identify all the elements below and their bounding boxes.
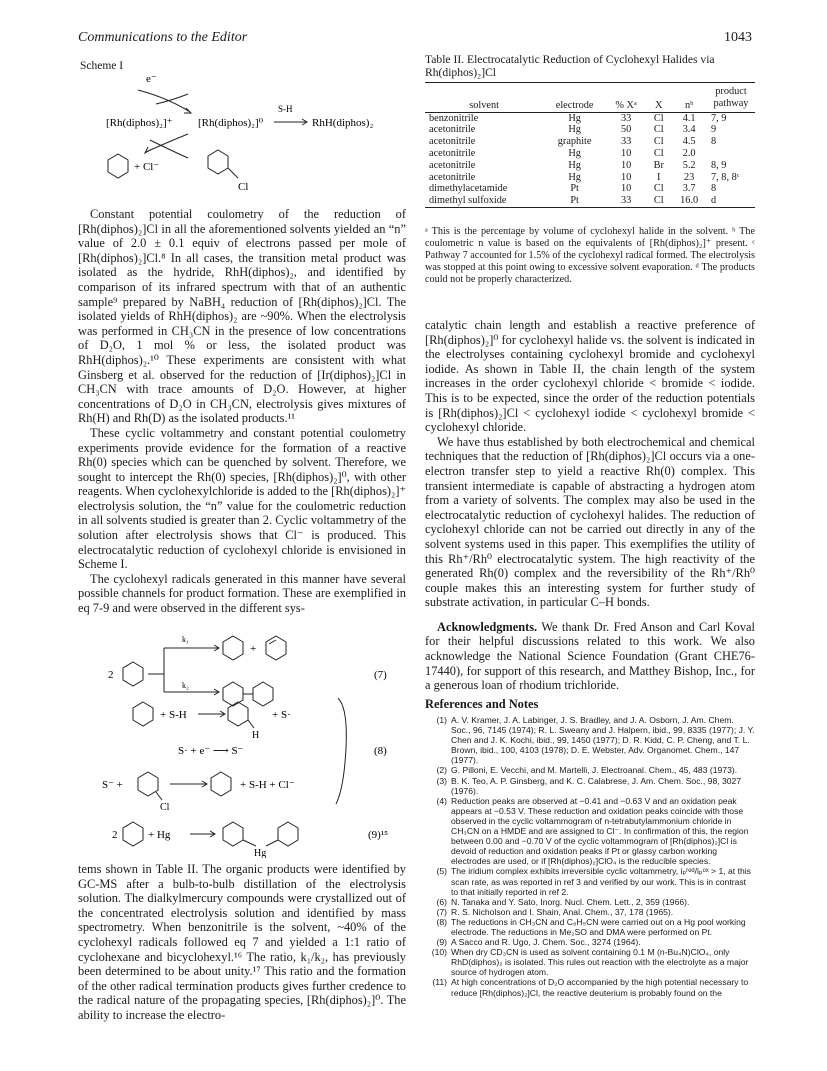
table-cell: Hg	[568, 171, 581, 183]
eq8a-product: + S·	[272, 709, 291, 721]
table-cell: Cl	[653, 183, 664, 195]
reference-number: (10)	[431, 947, 447, 958]
ack-heading: Acknowledgments.	[437, 619, 538, 634]
reference-text: Reduction peaks are observed at −0.41 and −0.63 V and an oxidation peak appears at −0.53 V. These reduction and oxidation peaks coincide with those observed in the cyclic voltammogram of n-tetrabutylammonium chloride in CH₃CN on a HMDE and are assigned to Cl⁻. In confirmation of this, the region between 0.00 and −0.70 V of the cyclic voltammogram of [Rh(diphos)₂]Cl is devoid of reduction and oxidation peaks if Pt or glassy carbon working electrodes are used, or if [Rh(diphos)₂]ClO₄ is the reducible species.	[451, 795, 749, 867]
col-header: X	[655, 99, 663, 111]
reference-number: (11)	[432, 977, 447, 988]
paragraph: tems shown in Table II. The organic products were identified by GC-MS after a bulb-to-bulb distillation of the electrolysis solution. The dialkylmercury compounds were crystallized out of the concentrated electrolysis solution and identified by mass spectrometry. When benzonitrile is the solvent, ~40% of the cyclohexyl radicals followed eq 7 and yielded a 1:1 ratio of cyclohexane and bicyclohexyl.¹⁶ The ratio, k₁/k₂, has previously been determined to be about unity.¹⁷ This ratio and the formation of the other radical termination products gives further credence to the radical nature of the propagating species, [Rh(diphos)₂]⁰. The ability to increase the electro-	[78, 862, 406, 1022]
scheme-rh-plus: [Rh(diphos)₂]⁺	[106, 117, 173, 129]
col-header: product pathway	[713, 86, 749, 109]
acknowledgments	[425, 620, 755, 693]
table-cell: 5.2	[682, 159, 696, 171]
table-cell: Cl	[653, 195, 664, 207]
table-cell: 10	[620, 183, 632, 195]
eq9-number: (9)¹⁵	[368, 829, 388, 841]
left-column-lower	[78, 862, 406, 1023]
table-row	[425, 148, 755, 160]
eq9-reagent: + Hg	[148, 829, 171, 841]
reference-item	[425, 917, 755, 937]
table-cell: dimethyl sulfoxide	[429, 195, 507, 207]
reference-item	[425, 907, 755, 917]
eq8-h: H	[252, 730, 260, 741]
reference-text: A. V. Kramer, J. A. Labinger, J. S. Bradley, and J. A. Osborn, J. Am. Chem. Soc., 96, 7145 (1974); R. L. Sweany and J. Halpern, ibid., 99, 8335 (1977); J. Y. Chen and J. K. Kochi, ibid., 99, 1450 (1977); D. R. Kidd, C. P. Cheng, and T. L. Brown, ibid., 100, 4103 (1978); D. E. Webster, Adv. Organomet. Chem., 147 (1977).	[451, 715, 755, 766]
ack-body: We thank Dr. Fred Anson and Carl Koval for their helpful discussions related to this work. We also acknowledge the National Science Foundation (Grant CHE76-17440), for support of this research, and Matthey Bishop, Inc., for a generous loan of rhodium trichloride.	[425, 619, 755, 693]
table-cell: Cl	[653, 112, 664, 124]
table-body	[425, 112, 755, 207]
reference-number: (6)	[436, 896, 447, 907]
k1-label: k₁	[182, 635, 189, 644]
running-header: Communications to the Editor	[78, 30, 248, 45]
table-cell: Cl	[653, 147, 664, 159]
table-row	[425, 195, 755, 207]
references-list	[425, 715, 755, 998]
table-cell: 3.7	[682, 183, 696, 195]
table-cell: 33	[620, 112, 632, 124]
table-cell: Pt	[570, 183, 579, 195]
table-cell: acetonitrile	[429, 159, 476, 171]
reference-number: (1)	[436, 715, 447, 725]
table-cell: 23	[684, 171, 695, 183]
table-cell: 33	[620, 195, 632, 207]
table-ii	[425, 82, 755, 208]
table-cell: 10	[620, 147, 632, 159]
reference-text: G. Pilloni, E. Vecchi, and M. Martelli, J. Electroanal. Chem., 45, 483 (1973).	[451, 765, 738, 776]
eq8-number: (8)	[374, 745, 387, 757]
paragraph: These cyclic voltammetry and constant potential coulometry experiments provide evidence for the formation of a reactive Rh(0) species which can be quenched by solvent. Therefore, we sought to intercept the Rh(0) species, [Rh(diphos)₂]⁰, with other reagents. When cyclohexylchloride is added to the [Rh(diphos)₂]⁺ electrolysis solution, the “n” value for the coulometric reduction in all solvents studied is greater than 2. Cyclic voltammetry of the solution after electrolysis shows that Cl⁻ is produced. This electrocatalytic reduction of cyclohexyl chloride is envisioned in Scheme I.	[78, 425, 406, 572]
eq9-coefficient: 2	[112, 829, 118, 841]
table-cell: acetonitrile	[429, 136, 476, 148]
table-cell: Hg	[568, 112, 581, 124]
table-cell: Hg	[568, 159, 581, 171]
scheme-rh-zero: [Rh(diphos)₂]⁰	[198, 117, 264, 129]
eq7-number: (7)	[374, 669, 387, 681]
paragraph: Constant potential coulometry of the reduction of [Rh(diphos)₂]Cl in all the aforementioned solvents yielded an “n” value of 2.0 ± 0.1 equiv of electrons passed per mole of [Rh(diphos)₂]Cl.⁸ In all cases, the transition metal product was isolated as the hydride, RhH(diphos)₂, and identified by comparison of its infrared spectrum with that of an authentic sample⁹ prepared by NaBH₄ reduction of [Rh(diphos)₂]Cl. The isolated yields of RhH(diphos)₂ are ~90%. When the electrolysis was performed in CH₃CN in the presence of low concentrations of D₂O, 1 mol % or less, the isolated product was RhH(diphos)₂.¹⁰ These experiments are consistent with what Ginsberg et al. observed for the reduction of [Ir(diphos)₂]Cl in CH₃CN with trace amounts of D₂O. However, at higher concentrations of D₂O in CH₃CN, electrolysis gives mixtures of Rh(H) and Rh(D) as the isolated products.¹¹	[78, 207, 406, 426]
reference-item	[425, 866, 755, 896]
table-cell: 7, 8, 8ᶜ	[711, 171, 740, 183]
reference-text: B. K. Teo, A. P. Ginsberg, and K. C. Calabrese, J. Am. Chem. Soc., 98, 3027 (1976).	[451, 775, 742, 796]
scheme-electron: e⁻	[146, 73, 157, 85]
scheme-sh: S-H	[278, 104, 293, 114]
col-header: electrode	[555, 99, 594, 111]
col-header: % Xᵃ	[615, 99, 637, 111]
table-cell: 10	[620, 171, 632, 183]
right-column	[425, 318, 755, 693]
eq8a-reagent: + S-H	[160, 709, 187, 721]
table-cell: acetonitrile	[429, 124, 476, 136]
reference-text: N. Tanaka and Y. Sato, Inorg. Nucl. Chem. Lett., 2, 359 (1966).	[451, 896, 690, 907]
table-cell: 4.1	[682, 112, 696, 124]
eq8-cl: Cl	[160, 802, 170, 813]
eq8c-s-minus: S⁻ +	[102, 779, 123, 791]
table-row	[425, 112, 755, 124]
table-cell: I	[657, 171, 661, 183]
scheme-hydride: RhH(diphos)₂	[312, 117, 374, 129]
reference-text: The iridium complex exhibits irreversible cyclic voltammetry, iₚʳᵉᵈ/iₚᵒˣ > 1, at this scan rate, as was reported in ref 3 and verified by our work. This is in contrast to that initially reported in ref 2.	[451, 866, 751, 897]
reference-text: A Sacco and R. Ugo, J. Chem. Soc., 3274 (1964).	[451, 937, 641, 948]
eq8c-product: + S-H + Cl⁻	[240, 779, 295, 791]
table-cell: 10	[620, 159, 632, 171]
table-cell: Hg	[568, 147, 581, 159]
reference-text: When dry CD₃CN is used as solvent containing 0.1 M (n-Bu₄N)ClO₄, only RhD(diphos)₂ is isolated. This rules out reaction with the electrolyte as a major source of hydrogen atom.	[451, 947, 749, 978]
table-cell: 8	[711, 183, 717, 195]
table-cell	[707, 148, 755, 160]
reference-item	[425, 897, 755, 907]
table-cell: 7, 9	[711, 112, 727, 124]
reference-item	[425, 796, 755, 867]
table-cell: Br	[653, 159, 664, 171]
table-cell: Hg	[568, 124, 581, 136]
scheme-cl: Cl	[238, 181, 249, 193]
table-cell: 50	[620, 124, 632, 136]
table-cell: 33	[620, 136, 632, 148]
scheme-i-diagram	[78, 70, 408, 200]
table-row	[425, 183, 755, 195]
scheme-plus-cl: + Cl⁻	[134, 161, 160, 173]
table-cell: acetonitrile	[429, 147, 476, 159]
reference-text: The reductions in CH₃CN and C₆H₅CN were carried out on a Hg pool working electrode. The reductions in Me₂SO and DMA were performed on Pt.	[451, 916, 746, 937]
references-title: References and Notes	[425, 697, 539, 711]
table-cell: 8, 9	[711, 159, 727, 171]
reference-text: At high concentrations of D₂O accompanied by the high potential necessary to reduce [Rh(diphos)₂]Cl, the reactive deuterium is probably found on the	[451, 977, 749, 998]
reference-item	[425, 765, 755, 775]
eq7-coefficient: 2	[108, 669, 114, 681]
table-cell: 16.0	[680, 195, 699, 207]
reference-number: (8)	[436, 916, 447, 927]
table-cell: 9	[711, 124, 717, 136]
scheme-label: Scheme I	[80, 60, 124, 72]
reference-number: (4)	[436, 795, 447, 806]
left-column-upper	[78, 207, 406, 616]
k2-label: k₂	[182, 681, 189, 690]
table-cell: dimethylacetamide	[429, 183, 508, 195]
table-cell: Cl	[653, 136, 664, 148]
table-cell: Cl	[653, 124, 664, 136]
page-number: 1043	[724, 30, 752, 45]
table-cell: d	[711, 195, 717, 207]
data-table	[425, 82, 755, 208]
reference-number: (2)	[436, 765, 447, 776]
eq9-hg: Hg	[254, 848, 267, 858]
table-cell: 8	[711, 136, 717, 148]
table-cell: benzonitrile	[429, 112, 479, 124]
paragraph: The cyclohexyl radicals generated in this manner have several possible channels for product formation. These are exemplified in eq 7-9 and were observed in the different sys-	[78, 571, 406, 616]
table-row	[425, 160, 755, 172]
table-title: Table II. Electrocatalytic Reduction of Cyclohexyl Halides via Rh(diphos)₂]Cl	[425, 53, 715, 79]
eq8b: S· + e⁻ ⟶ S⁻	[178, 745, 244, 757]
equations-7-9	[78, 628, 408, 858]
paragraph: catalytic chain length and establish a reactive preference of [Rh(diphos)₂]⁰ for cyclohexyl halide vs. the solvent is indicated in the electrolyses containing cyclohexyl bromide and cyclohexyl iodide. As shown in Table II, the chain length of the system increases in the order cyclohexyl chloride < bromide < iodide. This is to be expected, since the order of the reduction potentials is [Rh(diphos)₂]Cl < cyclohexyl iodide < cyclohexyl bromide < cyclohexyl chloride.	[425, 318, 755, 435]
table-cell: Pt	[570, 195, 579, 207]
paragraph: We have thus established by both electrochemical and chemical techniques that the reduction of [Rh(diphos)₂]Cl occurs via a one-electron transfer step to yield a reactive Rh(0) complex. This transient intermediate is capable of abstracting a hydrogen atom from a variety of solvents. The complex may also be used in the electrocatalytic reduction of cyclohexyl halides. The reduction of cyclohexyl chloride can not be carried out directly in any of the solvent systems used in this paper. This exemplifies the utility of this Rh⁺/Rh⁰ electrocatalytic system. The high reactivity of the generated Rh(0) complex and the reversibility of the Rh⁺/Rh⁰ couple makes this an interesting system for further study of substrate activation, in particular C–H bonds.	[425, 434, 755, 610]
reference-number: (9)	[436, 937, 447, 948]
reference-number: (7)	[436, 906, 447, 917]
table-footnote: ᵃ This is the percentage by volume of cyclohexyl halide in the solvent. ᵇ The coulometric n value is based on the equivalents of [Rh(diphos)₂]⁺ present. ᶜ Pathway 7 accounted for 1.5% of the cyclohexyl radical formed. The electrolysis was stopped at this point owing to excessive solvent evaporation. ᵈ The products could not be properly characterized.	[425, 226, 755, 285]
table-cell: 4.5	[682, 136, 696, 148]
table-cell: graphite	[557, 136, 592, 148]
col-header: nᵇ	[684, 99, 694, 111]
table-cell: 3.4	[682, 124, 696, 136]
reference-number: (5)	[436, 866, 447, 877]
reference-item	[425, 776, 755, 796]
reference-number: (3)	[436, 775, 447, 786]
table-cell: acetonitrile	[429, 171, 476, 183]
col-header: solvent	[469, 99, 500, 111]
table-row	[425, 172, 755, 184]
reference-item	[425, 977, 755, 997]
reference-item	[425, 715, 755, 765]
table-cell: 2.0	[682, 147, 696, 159]
reference-item	[425, 947, 755, 977]
table-row	[425, 136, 755, 148]
reference-text: R. S. Nicholson and I. Shain, Anal. Chem., 37, 178 (1965).	[451, 906, 674, 917]
eq7-plus: +	[250, 643, 257, 655]
table-row	[425, 124, 755, 136]
reference-item	[425, 937, 755, 947]
